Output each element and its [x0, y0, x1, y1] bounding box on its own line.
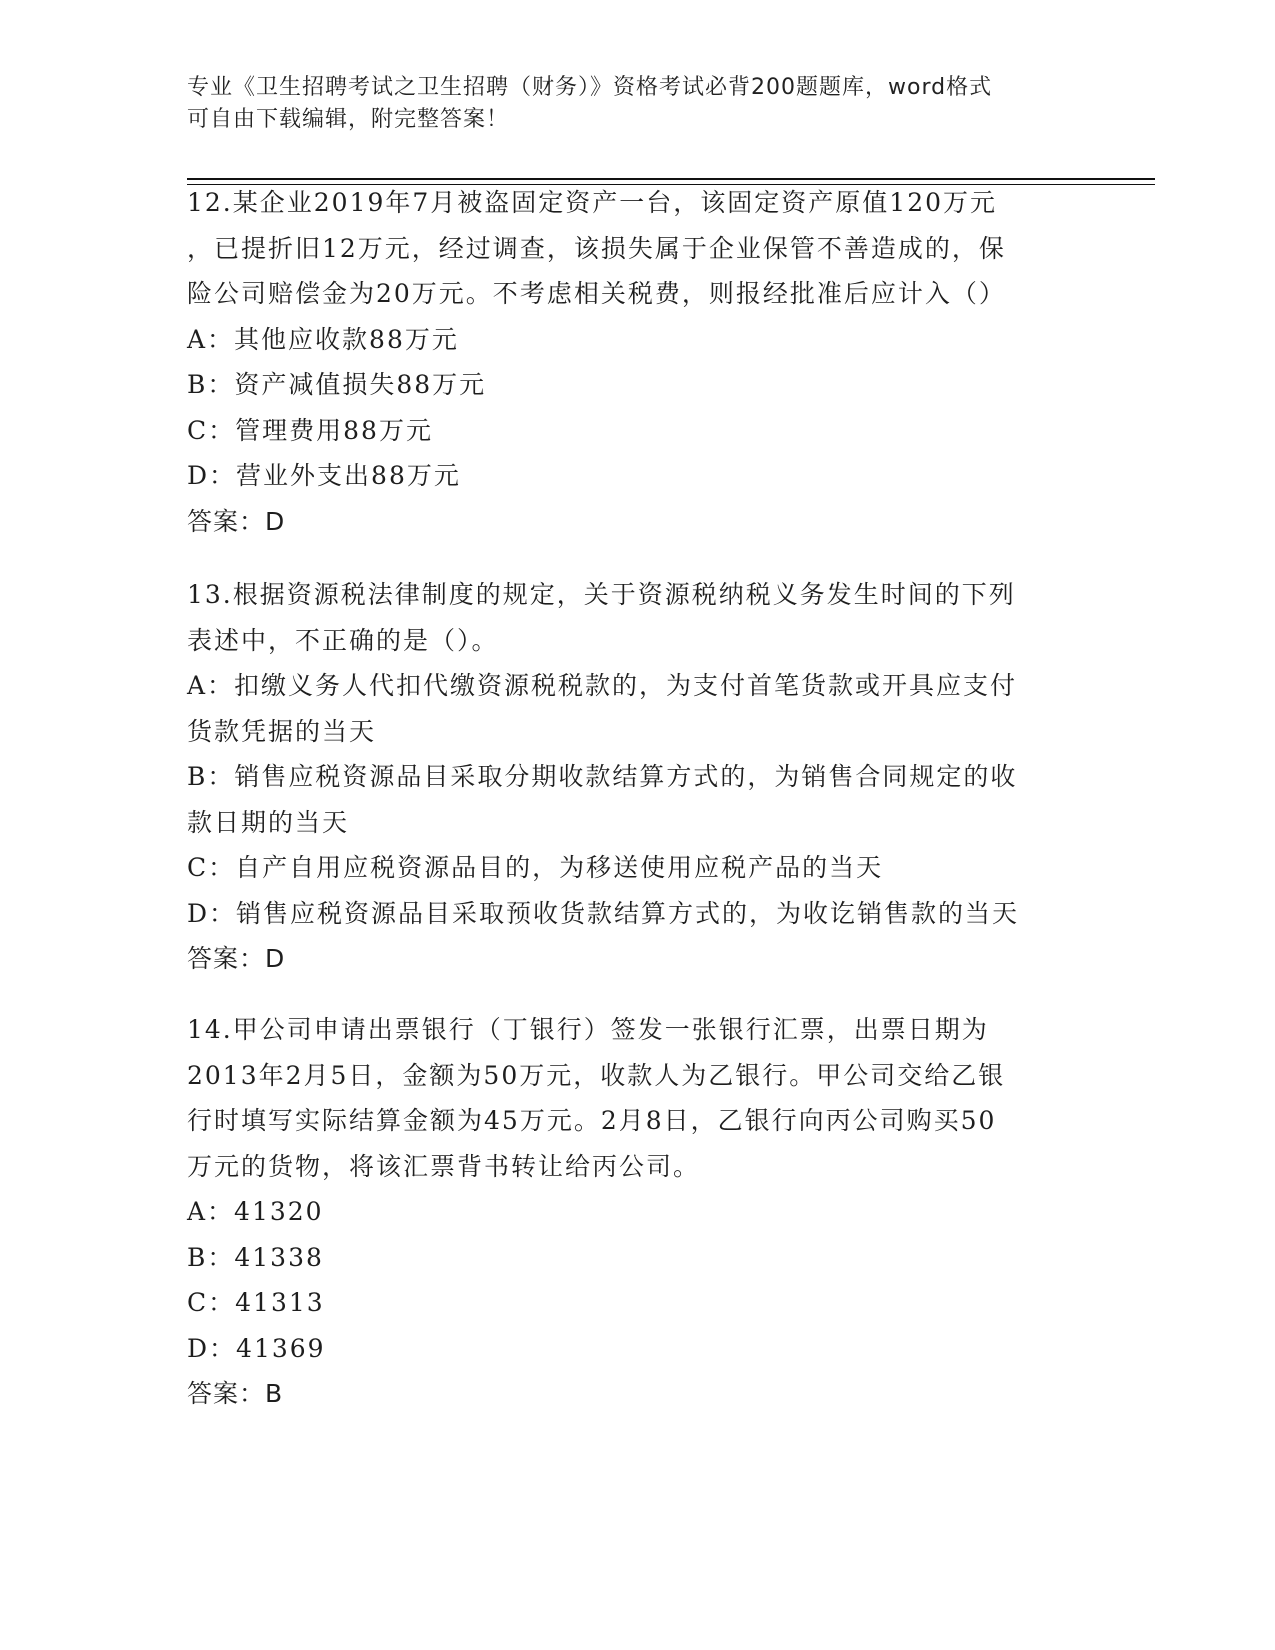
question-stem-line: 12.某企业2019年7月被盗固定资产一台，该固定资产原值120万元: [187, 188, 998, 217]
question-stem-line: 险公司赔偿金为20万元。不考虑相关税费，则报经批准后应计入（）: [187, 279, 1006, 308]
option-b-continued: 款日期的当天: [187, 807, 350, 837]
option-a: A：其他应收款88万元: [187, 324, 459, 354]
option-b: B：41338: [187, 1242, 324, 1272]
option-a: A：扣缴义务人代扣代缴资源税税款的，为支付首笔货款或开具应支付: [187, 671, 1018, 700]
answer: 答案：D: [187, 506, 286, 536]
option-d: D：销售应税资源品目采取预收货款结算方式的，为收讫销售款的当天: [187, 898, 1020, 928]
question-stem-line: 行时填写实际结算金额为45万元。2月8日，乙银行向丙公司购买50: [187, 1106, 997, 1135]
option-b: B：资产减值损失88万元: [187, 370, 487, 399]
question-stem-line: 13.根据资源税法律制度的规定，关于资源税纳税义务发生时间的下列: [187, 580, 1016, 609]
answer: 答案：B: [187, 1379, 284, 1408]
header-title-line-1: 专业《卫生招聘考试之卫生招聘（财务）》资格考试必背200题题库，word格式: [187, 75, 993, 100]
question-stem-line: 2013年2月5日，金额为50万元，收款人为乙银行。甲公司交给乙银: [187, 1060, 1006, 1090]
option-a: A：41320: [187, 1197, 324, 1226]
document-header: [187, 72, 1087, 136]
option-c: C：管理费用88万元: [187, 415, 433, 445]
question-stem-line: 14.甲公司申请出票银行（丁银行）签发一张银行汇票，出票日期为: [187, 1015, 989, 1044]
option-b: B：销售应税资源品目采取分期收款结算方式的，为销售合同规定的收: [187, 762, 1018, 791]
option-a-continued: 货款凭据的当天: [187, 716, 377, 746]
option-c: C：41313: [187, 1288, 325, 1317]
question-12: [187, 180, 1087, 544]
question-stem-line: ，已提折旧12万元，经过调查，该损失属于企业保管不善造成的，保: [187, 233, 1006, 263]
question-stem-line: 万元的货物，将该汇票背书转让给丙公司。: [187, 1151, 701, 1181]
option-d: D：41369: [187, 1333, 326, 1363]
header-title-line-2: 可自由下载编辑，附完整答案！: [187, 107, 510, 132]
answer: 答案：D: [187, 944, 286, 973]
question-14: [187, 1007, 1087, 1417]
option-d: D：营业外支出88万元: [187, 461, 461, 490]
option-c: C：自产自用应税资源品目的，为移送使用应税产品的当天: [187, 853, 884, 882]
question-13: [187, 572, 1087, 982]
question-stem-line: 表述中，不正确的是（）。: [187, 625, 499, 655]
